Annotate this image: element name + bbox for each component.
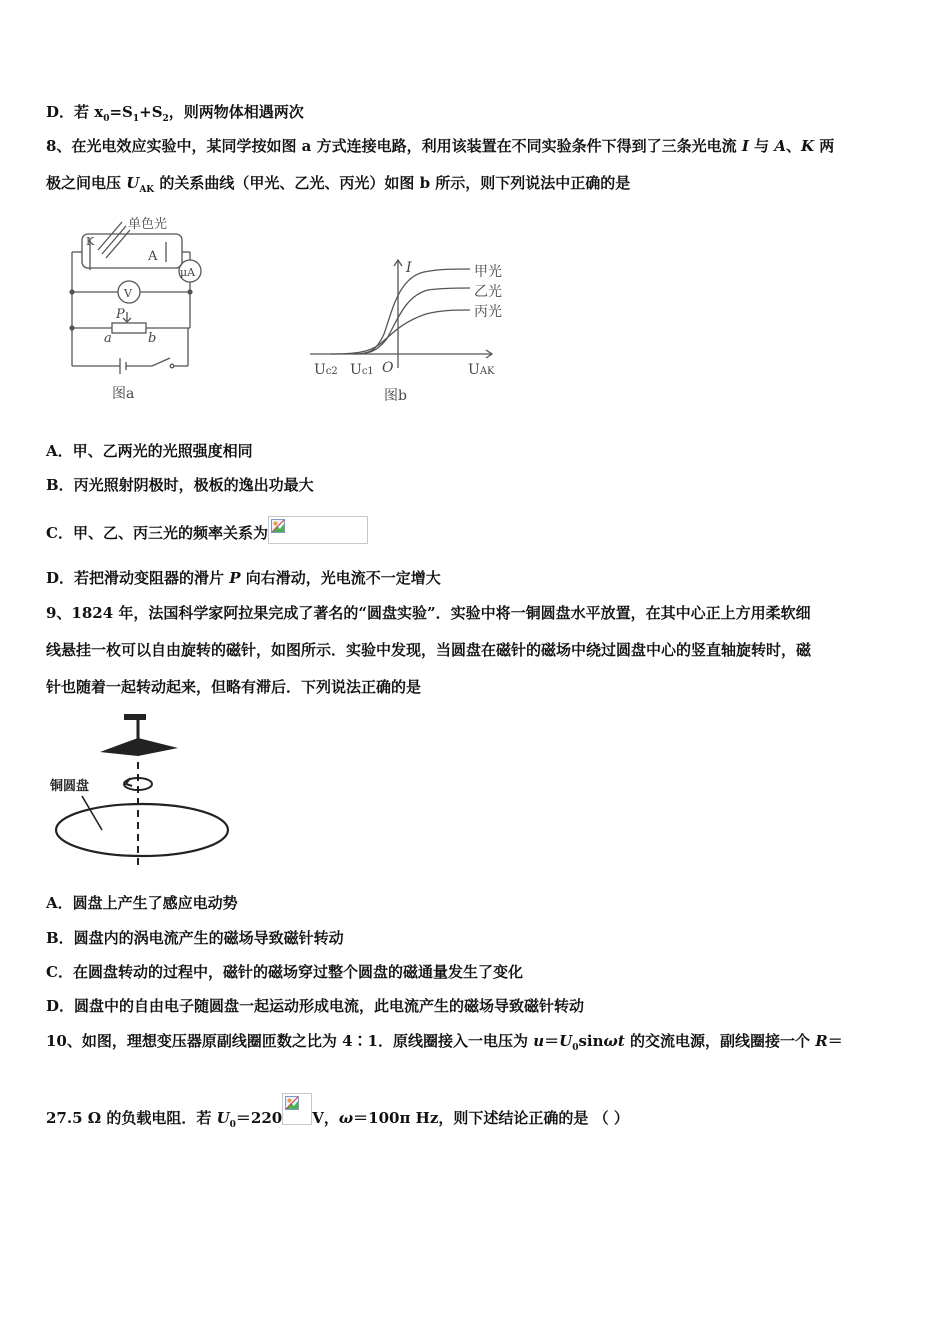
- curve-bing: [330, 310, 470, 354]
- fig-b-label-bing: 丙光: [474, 304, 502, 320]
- fig-b-label-yi: 乙光: [474, 284, 502, 300]
- svg-text:Uc1: [350, 362, 374, 378]
- fig-a-ua-label: μA: [180, 266, 196, 279]
- svg-text:UAK: [468, 362, 495, 378]
- fig-a-a-label: A: [148, 249, 158, 264]
- q8-stem-line1: 8、在光电效应实验中，某同学按如图 a 方式连接电路，利用该装置在不同实验条件下得到了三条光电流 I 与 A、K 两: [46, 137, 835, 155]
- figure-disc-needle: [46, 712, 236, 872]
- fig-a-b-end-label: b: [148, 331, 157, 346]
- fig-a-caption: 图a: [112, 386, 135, 402]
- q9-option-d: D．圆盘中的自由电子随圆盘一起运动形成电流，此电流产生的磁场导致磁针转动: [46, 997, 585, 1015]
- broken-image-icon: [282, 1093, 312, 1125]
- fig-b-uak-sub: AK: [479, 366, 495, 377]
- q8-option-c: C．甲、乙、丙三光的频率关系为: [46, 516, 368, 544]
- curve-yi: [354, 288, 470, 354]
- figure-a-circuit: [60, 208, 210, 408]
- q10-stem-line2: 27.5 Ω 的负载电阻．若 $U_0=220$ V，ω＝100π Hz，则下述结论正确的是 （ ）: [46, 1093, 629, 1135]
- fig-a-k-label: K: [86, 235, 95, 248]
- fig-a-p-label: P: [116, 307, 125, 322]
- fig-b-uak: U: [468, 362, 480, 378]
- fig-b-uc2-sub: c2: [325, 366, 338, 377]
- fig-b-uc2: U: [314, 362, 326, 378]
- q9-option-b: B．圆盘内的涡电流产生的磁场导致磁针转动: [46, 929, 344, 947]
- broken-image-icon: [268, 516, 368, 544]
- q9-stem-line1: 9、1824 年，法国科学家阿拉果完成了著名的“圆盘实验”．实验中将一铜圆盘水平放置，在其中心正上方用柔软细: [46, 604, 811, 622]
- fig-b-axis-i: I: [406, 260, 412, 276]
- q9-option-a: A．圆盘上产生了感应电动势: [46, 894, 238, 912]
- q8-stem-line2: 极之间电压 $U_{AK}$ 的关系曲线（甲光、乙光、丙光）如图 b 所示，则下列说法中正确的是: [46, 174, 631, 195]
- q9-option-c: C．在圆盘转动的过程中，磁针的磁场穿过整个圆盘的磁通量发生了变化: [46, 963, 523, 981]
- q8-option-b: B．丙光照射阴极时，极板的逸出功最大: [46, 476, 314, 494]
- figure-b-graph: [306, 252, 526, 408]
- curve-jia: [354, 269, 470, 354]
- q10-stem-line1: 10、如图，理想变压器原副线圈匝数之比为 4∶1．原线圈接入一电压为 $u=U_0\sin\omega t$ 的交流电源，副线圈接一个 R＝: [46, 1032, 843, 1053]
- q8-option-a: A．甲、乙两光的光照强度相同: [46, 442, 253, 460]
- q7-option-d: D．若 $x_0=S_1+S_2$，则两物体相遇两次: [46, 103, 304, 124]
- fig-b-label-jia: 甲光: [474, 264, 502, 280]
- fig-b-caption: 图b: [384, 388, 407, 404]
- svg-text:Uc2: [314, 362, 338, 378]
- fig-b-uc1: U: [350, 362, 362, 378]
- fig-a-a-end-label: a: [104, 331, 112, 346]
- fig-b-origin: O: [382, 360, 394, 376]
- q8-option-d: D．若把滑动变阻器的滑片 P 向右滑动，光电流不一定增大: [46, 569, 441, 587]
- fig-b-uc1-sub: c1: [361, 366, 374, 377]
- q9-stem-line3: 针也随着一起转动起来，但略有滞后．下列说法正确的是: [46, 678, 422, 696]
- fig-a-v-label: V: [124, 287, 132, 300]
- fig-a-light-label: 单色光: [128, 217, 168, 232]
- q9-stem-line2: 线悬挂一枚可以自由旋转的磁针，如图所示．实验中发现，当圆盘在磁针的磁场中绕过圆盘中心的竖直轴旋转时，磁: [46, 641, 812, 659]
- fig-disc-label: 铜圆盘: [50, 779, 90, 794]
